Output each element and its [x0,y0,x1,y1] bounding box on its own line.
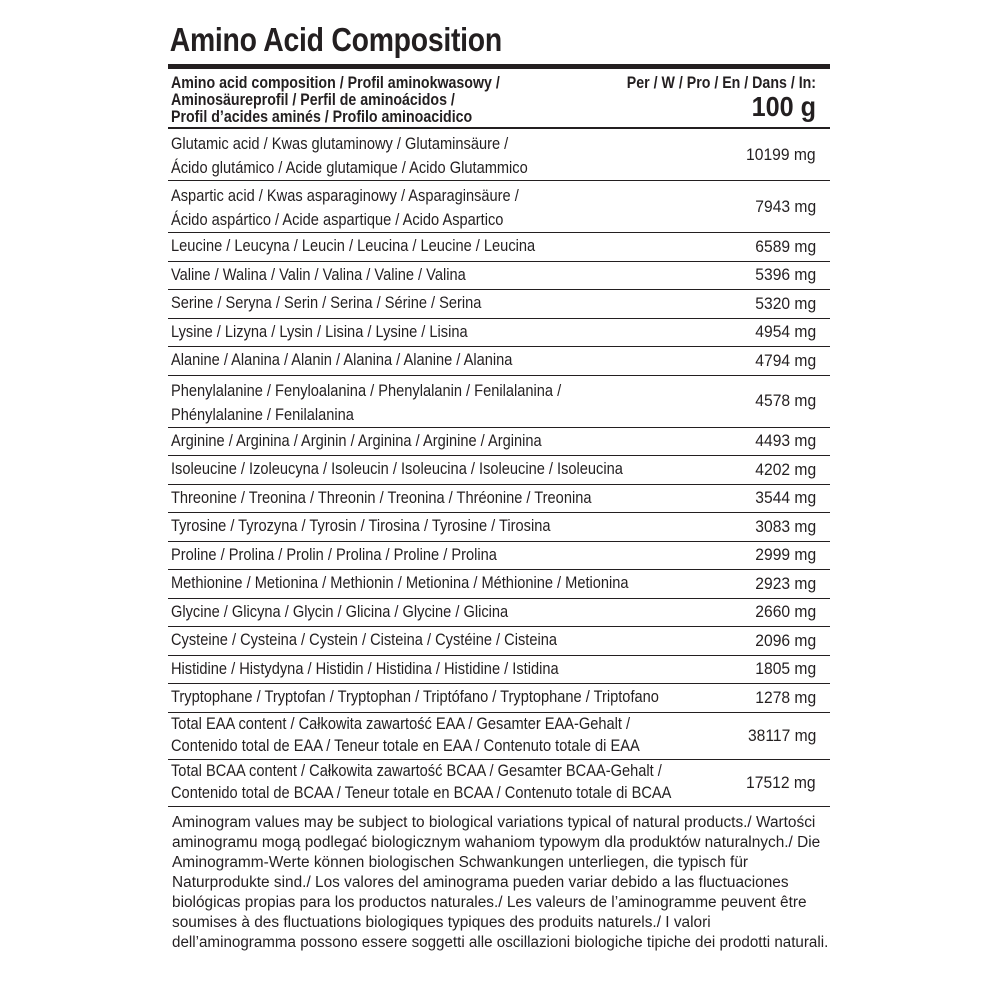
amino-acid-value: 2923 mg [755,573,816,593]
amino-acid-name [171,457,653,481]
column-label [171,75,575,126]
table-row [168,485,830,514]
column-label-line: Profil d’acides aminés / Profilo aminoacidico [171,108,473,126]
note-line: Aminogram values may be subject to biological variations typical of natural products./ Wartości [172,813,816,831]
table-header [168,69,830,129]
amino-acid-value: 1805 mg [755,659,816,679]
amino-acid-name [171,760,672,804]
per-label: Per / W / Pro / En / Dans / In: [626,74,816,92]
amino-acid-name [171,486,653,510]
amino-acid-name-line: Valine / Walina / Valin / Valina / Valine / Valina [171,264,466,284]
column-label-line: Amino acid composition / Profil aminokwasowy / [171,74,500,92]
note-line: soumises à des fluctuations biologiques typiques des produits naturels./ I valori [172,913,711,931]
amino-acid-value: 3544 mg [755,488,816,508]
amino-acid-name-line: Tyrosine / Tyrozyna / Tyrosin / Tirosina / Tyrosine / Tirosina [171,516,551,535]
amino-acid-name-line: Tryptophane / Tryptofan / Tryptophan / Triptófano / Tryptophane / Triptofano [171,687,659,706]
table-row [168,656,830,685]
amino-acid-value: 7943 mg [755,196,816,216]
amino-acid-name [171,600,653,624]
amino-acid-name-line: Aspartic acid / Kwas asparaginowy / Asparaginsäure / [171,186,519,205]
table-row [168,181,830,233]
amino-acid-name-line: Histidine / Histydyna / Histidin / Histidina / Histidine / Istidina [171,658,559,678]
note-line: Aminogramm-Werte können biologischen Schwankungen unterliegen, die typisch für [172,853,749,871]
table-row [168,542,830,571]
amino-acid-name-line: Isoleucine / Izoleucyna / Isoleucin / Isoleucina / Isoleucine / Isoleucina [171,459,623,478]
amino-acid-name-line: Serine / Seryna / Serin / Serina / Sérine / Serina [171,293,482,312]
page-title: Amino Acid Composition [169,21,502,58]
amino-acid-name-line: Alanine / Alanina / Alanin / Alanina / Alanine / Alanina [171,350,513,369]
table-row [168,319,830,348]
table-row [168,428,830,457]
amino-acid-value: 38117 mg [747,725,816,745]
amino-acid-name-line: Arginine / Arginina / Arginin / Arginina / Arginine / Arginina [171,430,542,450]
amino-acid-name [171,234,653,258]
amino-acid-name [171,348,653,372]
per-amount-header [596,75,816,122]
amino-acid-value: 4202 mg [755,459,816,479]
table-row [168,347,830,376]
amino-acid-name [171,184,653,232]
amino-acid-name-line: Contenido total de BCAA / Teneur totale en BCAA / Contenuto totale di BCAA [171,782,672,802]
table-row [168,684,830,713]
note-line: aminogramu mogą podlegać biologicznym wahaniom typowym dla produktów naturalnych./ Die [172,833,821,851]
amino-acid-value: 3083 mg [755,516,816,536]
amino-acid-name-line: Lysine / Lizyna / Lysin / Lisina / Lysine / Lisina [171,321,468,341]
amino-acid-name-line: Phenylalanine / Fenyloalanina / Phenylalanin / Fenilalanina / [171,380,562,400]
amino-acid-name-line: Total EAA content / Całkowita zawartość EAA / Gesamter EAA-Gehalt / [171,713,631,733]
amino-acid-name-line: Ácido aspártico / Acide aspartique / Acido Aspartico [171,210,504,229]
amino-acid-name-line: Cysteine / Cysteina / Cystein / Cisteina / Cystéine / Cisteina [171,630,557,649]
amino-acid-name [171,429,653,453]
disclaimer-note [168,813,832,953]
amino-acid-value: 6589 mg [755,236,816,256]
note-line: dell’aminogramma possono essere soggetti alle oscillazioni biologiche tipiche dei prodotti naturali. [172,933,829,951]
table-row [168,627,830,656]
table-row [168,513,830,542]
amino-acid-name [171,571,653,595]
amino-acid-name [171,132,653,180]
total-row [168,713,830,760]
table-row [168,456,830,485]
per-value: 100 g [751,91,816,122]
note-line: Naturprodukte sind./ Los valores del aminograma pueden variar debido a las fluctuaciones [172,873,789,891]
note-line: biológicas propias para los productos naturales./ Les valeurs de l’aminogramme peuvent être [172,893,807,911]
amino-acid-value: 10199 mg [746,144,816,164]
table-row [168,570,830,599]
column-label-line: Aminosäureprofil / Perfil de aminoácidos / [171,91,455,109]
amino-acid-value: 2999 mg [755,545,816,565]
amino-acid-value: 1278 mg [755,687,816,707]
amino-acid-value: 2660 mg [755,602,816,622]
amino-acid-panel [168,20,830,953]
amino-acid-name-line: Ácido glutámico / Acide glutamique / Acido Glutammico [171,158,528,177]
table-row [168,262,830,291]
amino-acid-name [171,543,653,567]
amino-acid-value: 5320 mg [755,293,816,313]
amino-acid-value: 17512 mg [746,772,816,792]
amino-acid-value: 4578 mg [755,391,816,410]
amino-acid-name [171,320,653,344]
amino-acid-name-line: Methionine / Metionina / Methionin / Metionina / Méthionine / Metionina [171,573,629,592]
amino-acid-value: 5396 mg [755,265,816,285]
amino-acid-name-line: Glycine / Glicyna / Glycin / Glicina / Glycine / Glicina [171,601,509,621]
amino-acid-value: 4954 mg [755,322,816,342]
amino-acid-name [171,291,653,315]
amino-acid-name-line: Total BCAA content / Całkowita zawartość BCAA / Gesamter BCAA-Gehalt / [171,760,662,780]
amino-acid-name-line: Threonine / Treonina / Threonin / Treonina / Thréonine / Treonina [171,487,592,507]
amino-acid-name-line: Proline / Prolina / Prolin / Prolina / Proline / Prolina [171,544,497,564]
amino-acid-value: 2096 mg [755,630,816,650]
table-row [168,129,830,181]
amino-acid-name [171,263,653,287]
table-row [168,290,830,319]
amino-acid-name [171,657,653,681]
table-row [168,233,830,262]
amino-acid-name [171,713,653,757]
total-row [168,760,830,807]
amino-acid-value: 4794 mg [755,350,816,370]
amino-acid-name-line: Glutamic acid / Kwas glutaminowy / Glutaminsäure / [171,134,509,153]
table-row [168,599,830,628]
amino-acid-name [171,685,659,709]
amino-acid-table [168,129,830,807]
amino-acid-name [171,628,653,652]
amino-acid-value: 4493 mg [755,431,816,451]
amino-acid-name-line: Phénylalanine / Fenilalanina [171,404,354,424]
amino-acid-name [171,514,653,538]
amino-acid-name [171,379,653,427]
amino-acid-name-line: Contenido total de EAA / Teneur totale en EAA / Contenuto totale di EAA [171,735,640,755]
table-row [168,376,830,428]
amino-acid-name-line: Leucine / Leucyna / Leucin / Leucina / Leucine / Leucina [171,236,536,255]
